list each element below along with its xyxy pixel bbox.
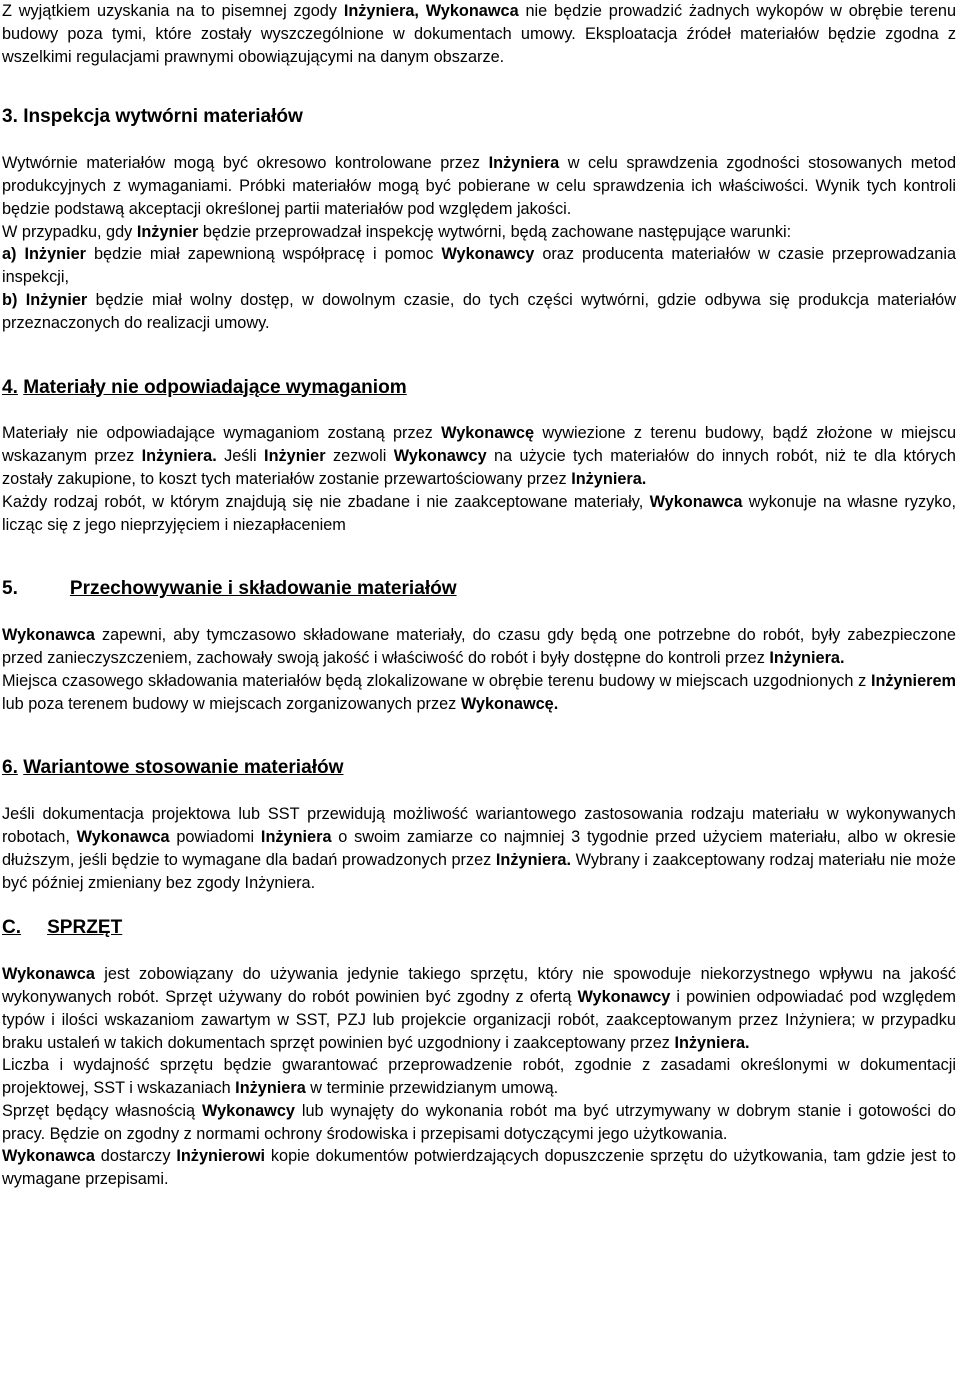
text-run: jest zobowiązany do używania jedynie takiego sprzętu, który nie spowoduje niekorzystnego wpływu na jakość wykonywanych robót. Sprzęt używany do robót powinien być zgodny z ofertą	[2, 965, 956, 1006]
heading-section-6	[2, 757, 956, 780]
bold-term: Inżyniera	[235, 1079, 306, 1098]
text-run: W przypadku, gdy	[2, 222, 137, 241]
bold-term: Wykonawcy	[202, 1101, 295, 1120]
text-run: zezwoli	[325, 447, 394, 466]
text-run: dostarczy	[94, 1147, 177, 1166]
paragraph-equipment-requirements	[2, 963, 956, 1054]
heading-number: 6.	[2, 757, 18, 779]
bold-term: b) Inżynier	[2, 290, 88, 309]
paragraph-equipment-condition	[2, 1100, 956, 1146]
text-run: lub wynajęty do wykonania robót ma być utrzymywany w dobrym stanie i gotowości do pracy. Będzie on zgodny z normami ochrony środowiska i przepisami dotyczącymi jego użytkowania.	[2, 1101, 956, 1143]
text-run: Każdy rodzaj robót, w którym znajdują się nie zbadane i nie zaakceptowane materiały,	[2, 492, 650, 511]
list-item-condition-a	[2, 243, 956, 289]
text-run: powiadomi	[169, 827, 261, 846]
heading-title: Przechowywanie i składowanie materiałów	[69, 578, 457, 600]
paragraph-equipment-documents	[2, 1145, 956, 1191]
text-run: będzie przeprowadzał inspekcję wytwórni, będą zachowane następujące warunki:	[198, 222, 792, 241]
heading-section-3	[2, 106, 956, 129]
heading-number: C.	[2, 917, 22, 939]
bold-term: Wykonawca	[649, 492, 743, 511]
bold-term: Wykonawcy	[441, 245, 535, 264]
text-run: na użycie tych materiałów do innych robót, niż te dla których zostały zakupione, to koszt tych materiałów zostanie przewartościowany przez	[2, 447, 956, 488]
text-run: Wybrany i zaakceptowany rodzaj materiału nie może być później zmieniany bez zgody Inżyniera.	[2, 850, 956, 892]
bold-term: Inżyniera.	[674, 1033, 750, 1052]
heading-section-4	[2, 377, 956, 400]
bold-term: Wykonawcy	[393, 447, 487, 466]
heading-title: Inspekcja wytwórni materiałów	[23, 106, 303, 128]
heading-title: Materiały nie odpowiadające wymaganiom	[23, 376, 407, 398]
text-run: Jeśli dokumentacja projektowa lub SST przewidują możliwość wariantowego zastosowania rodzaju materiału w wykonywanych robotach,	[2, 805, 956, 846]
text-run: Liczba i wydajność sprzętu będzie gwarantować przeprowadzenie robót, zgodnie z zasadami określonymi w dokumentacji projektowej, SST i wskazaniach	[2, 1056, 956, 1098]
paragraph-nonconforming-materials	[2, 422, 956, 490]
bold-term: Inżyniera	[488, 154, 560, 173]
bold-term: Inżynier	[264, 447, 326, 466]
text-run: Jeśli	[216, 447, 265, 466]
text-run: w terminie przewidzianym umową.	[305, 1079, 559, 1098]
bold-term: Wykonawca	[76, 827, 170, 846]
heading-title: SPRZĘT	[47, 917, 123, 939]
bold-term: Wykonawca	[2, 626, 95, 645]
bold-term: Wykonawca	[2, 1147, 95, 1166]
text-run: i powinien odpowiadać pod względem typów i ilości wskazaniom zawartym w SST, PZJ lub projekcie organizacji robót, zaakceptowanym przez Inżyniera; w przypadku braku ustaleń w takich dokumentach sprzęt powinien być uzgodniony i zaakceptowany przez	[2, 987, 956, 1052]
text-run: Miejsca czasowego składowania materiałów będą zlokalizowane w obrębie terenu budowy w miejscach uzgodnionych z	[2, 671, 871, 690]
text-run: kopie dokumentów potwierdzających dopuszczenie sprzętu do użytkowania, tam gdzie jest to wymagane przepisami.	[2, 1147, 956, 1189]
paragraph-storage-locations	[2, 670, 956, 716]
bold-term: Inżyniera	[260, 827, 332, 846]
heading-section-c	[2, 917, 956, 940]
text-run: nie będzie prowadzić żadnych wykopów w obrębie terenu budowy poza tymi, które zostały wyszczególnione w dokumentach umowy. Eksploatacja źródeł materiałów będzie zgodna z wszelkimi regulacjami prawnymi obowiązującymi na danym obszarze.	[2, 2, 956, 66]
bold-term: Inżyniera.	[495, 850, 572, 869]
heading-number: 4.	[2, 376, 18, 398]
paragraph-contractor-risk	[2, 491, 956, 537]
bold-term: Inżyniera.	[141, 447, 217, 466]
text-run: Z wyjątkiem uzyskania na to pisemnej zgody	[2, 2, 344, 20]
paragraph-variant-materials	[2, 803, 956, 894]
paragraph-excavation-consent	[2, 0, 956, 68]
bold-term: Inżyniera, Wykonawca	[343, 2, 519, 20]
paragraph-temporary-storage	[2, 624, 956, 670]
text-run: o swoim zamiarze co najmniej 3 tygodnie przed użyciem materiału, albo w okresie dłuższym, jeśli będzie to wymagane dla badań prowadzonych przez	[2, 827, 956, 869]
bold-term: Wykonawcy	[577, 987, 671, 1006]
bold-term: Inżynierowi	[176, 1147, 266, 1166]
text-run: Wytwórnie materiałów mogą być okresowo kontrolowane przez	[2, 154, 489, 173]
heading-section-5	[2, 578, 956, 601]
paragraph-plant-inspection	[2, 152, 956, 220]
paragraph-inspection-conditions	[2, 221, 956, 244]
text-run: Sprzęt będący własnością	[2, 1101, 203, 1120]
text-run: oraz producenta materiałów w czasie przeprowadzania inspekcji,	[2, 245, 956, 287]
bold-term: Wykonawcę	[441, 424, 535, 443]
paragraph-equipment-capacity	[2, 1054, 956, 1100]
bold-term: Wykonawcę.	[460, 694, 559, 713]
bold-term: Wykonawca	[2, 965, 95, 984]
heading-title: Wariantowe stosowanie materiałów	[23, 757, 344, 779]
text-run: wykonuje na własne ryzyko, licząc się z jego nieprzyjęciem i niezapłaceniem	[2, 492, 956, 534]
bold-term: Inżynierem	[870, 671, 956, 690]
text-run: będzie miał zapewnioną współpracę i pomoc	[85, 245, 442, 264]
list-item-condition-b	[2, 289, 956, 335]
bold-term: Inżyniera.	[571, 469, 647, 488]
bold-term: Inżynier	[136, 222, 199, 241]
heading-number: 3.	[2, 106, 18, 128]
bold-term: Inżyniera.	[769, 648, 845, 667]
text-run: w celu sprawdzenia zgodności stosowanych metod produkcyjnych z wymaganiami. Próbki materiałów mogą być pobierane w celu sprawdzenia ich właściwości. Wynik tych kontroli będzie podstawą akceptacji określonej partii materiałów pod względem jakości.	[2, 154, 956, 218]
text-run: Materiały nie odpowiadające wymaganiom zostaną przez	[2, 424, 442, 443]
text-run: lub poza terenem budowy w miejscach zorganizowanych przez	[2, 694, 461, 713]
text-run: zapewni, aby tymczasowo składowane materiały, do czasu gdy będą one potrzebne do robót, były zabezpieczone przed zanieczyszczeniem, zachowały swoją jakość i właściwość do robót i były dostępne do kontroli przez	[2, 626, 956, 667]
heading-number: 5.	[2, 578, 18, 600]
text-run: będzie miał wolny dostęp, w dowolnym czasie, do tych części wytwórni, gdzie odbywa się produkcja materiałów przeznaczonych do realizacji umowy.	[2, 290, 956, 332]
text-run: wywiezione z terenu budowy, bądź złożone w miejscu wskazanym przez	[2, 424, 957, 466]
bold-term: a) Inżynier	[2, 245, 86, 264]
